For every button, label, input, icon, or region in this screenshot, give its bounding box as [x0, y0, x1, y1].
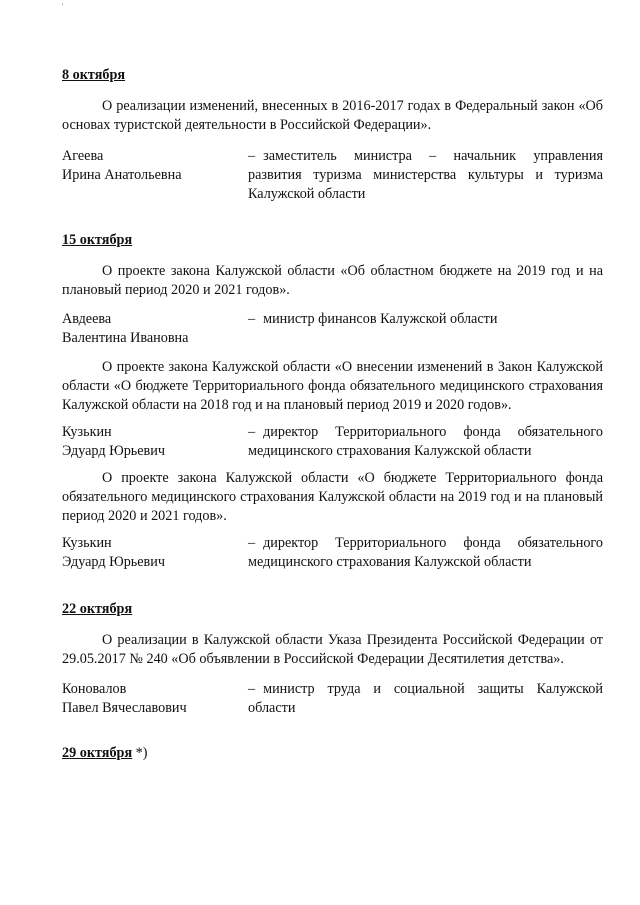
speaker-name [62, 680, 242, 718]
speaker-role-text: министр труда и социальной защиты Калужской области [248, 681, 603, 716]
speaker-surname: Авдеева [62, 311, 112, 327]
speaker-name [62, 423, 242, 461]
dash: – [248, 681, 256, 697]
speaker-given-names: Эдуард Юрьевич [62, 443, 165, 459]
speaker-role-text: директор Территориального фонда обязательного медицинского страхования Калужской области [248, 424, 603, 459]
agenda-item [62, 631, 603, 669]
agenda-topic: О реализации в Калужской области Указа Президента Российской Федерации от 29.05.2017 № 240 «Об объявлении в Российской Федерации Десятилетия детства». [62, 632, 603, 667]
date-section-oct-8 [62, 66, 603, 85]
dash: – [248, 424, 256, 440]
date-heading: 22 октября [62, 601, 133, 617]
agenda-item [62, 358, 603, 415]
footnote-marker: *) [135, 745, 148, 761]
agenda-topic: О реализации изменений, внесенных в 2016-2017 годах в Федеральный закон «Об основах туристской деятельности в Российской Федерации». [62, 98, 603, 133]
agenda-topic: О проекте закона Калужской области «О бюджете Территориального фонда обязательного медицинского страхования Калужской области на 2019 год и на плановый период 2020 и 2021 годов». [62, 470, 603, 524]
speaker-name [62, 147, 242, 185]
speaker-role [248, 423, 603, 461]
speaker-role-text: министр финансов Калужской области [263, 311, 498, 327]
agenda-item [62, 97, 603, 135]
dash: – [248, 148, 256, 164]
speaker-role-text: директор Территориального фонда обязательного медицинского страхования Калужской области [248, 535, 603, 570]
date-section-oct-15 [62, 231, 603, 250]
speaker-given-names: Павел Вячеславович [62, 700, 187, 716]
date-heading: 15 октября [62, 232, 133, 248]
speaker-name [62, 310, 242, 348]
speaker-role-text: заместитель министра – начальник управления развития туризма министерства культуры и туризма Калужской области [248, 148, 603, 202]
dash: – [248, 311, 256, 327]
agenda-topic: О проекте закона Калужской области «Об областном бюджете на 2019 год и на плановый период 2020 и 2021 годов». [62, 263, 603, 298]
speaker-surname: Кузькин [62, 535, 112, 551]
speaker-given-names: Эдуард Юрьевич [62, 554, 165, 570]
speaker-role [248, 534, 603, 572]
date-line [62, 744, 603, 763]
date-section-oct-29 [62, 744, 603, 763]
date-section-oct-22 [62, 600, 603, 619]
agenda-topic: О проекте закона Калужской области «О внесении изменений в Закон Калужской области «О бюджете Территориального фонда обязательного медицинского страхования Калужской области на 2018 год и на плановый период 2019 и 2020 годов». [62, 359, 603, 413]
speaker-role [248, 680, 603, 718]
speaker-role [248, 310, 603, 329]
speaker-surname: Агеева [62, 148, 104, 164]
speaker-surname: Коновалов [62, 681, 127, 697]
date-heading: 29 октября [62, 745, 133, 761]
speaker-surname: Кузькин [62, 424, 112, 440]
dash: – [248, 535, 256, 551]
speaker-given-names: Валентина Ивановна [62, 330, 189, 346]
agenda-item [62, 262, 603, 300]
speaker-given-names: Ирина Анатольевна [62, 167, 182, 183]
page-mark: ' [62, 2, 64, 11]
speaker-role [248, 147, 603, 204]
speaker-name [62, 534, 242, 572]
date-heading: 8 октября [62, 67, 126, 83]
agenda-item [62, 469, 603, 526]
